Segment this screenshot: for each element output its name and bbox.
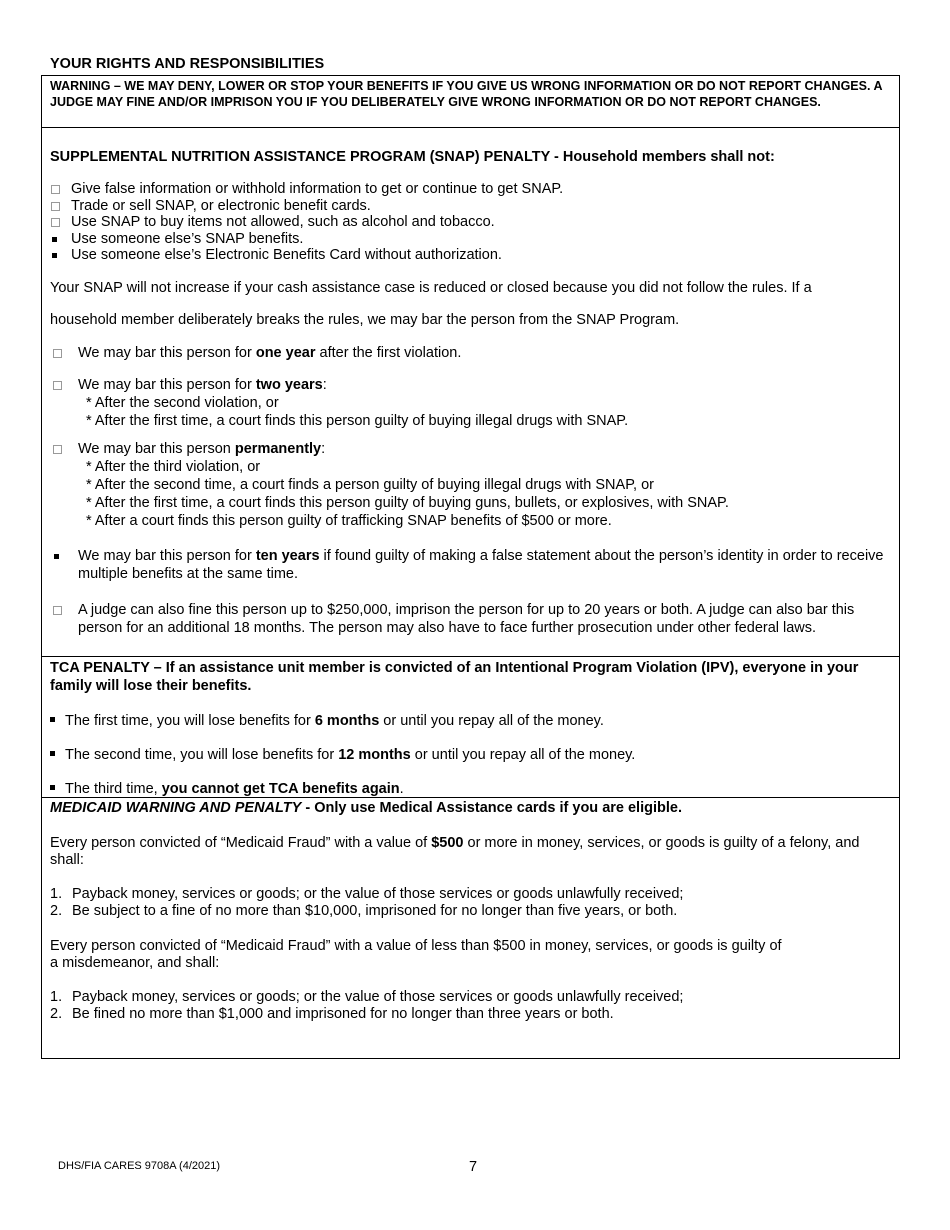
snap-heading: SUPPLEMENTAL NUTRITION ASSISTANCE PROGRAM (SNAP) PENALTY - Household members shall not: (50, 149, 775, 165)
snap-paragraph-line-1: Your SNAP will not increase if your cash assistance case is reduced or closed because you did not follow the rules. If a (50, 280, 812, 296)
snap-rules-list (50, 181, 890, 264)
divider (42, 127, 899, 128)
tca-first-item: The first time, you will lose benefits for 6 months or until you repay all of the money. (50, 713, 604, 729)
sub-item: * After the first time, a court finds this person guilty of buying guns, bullets, or explosives, with SNAP. (86, 495, 729, 511)
list-item: Use someone else’s Electronic Benefits Card without authorization. (50, 247, 890, 264)
bar-ten-years-item: We may bar this person for ten years if found guilty of making a false statement about the person’s identity in order to receive multiple benefits at the same time. (50, 547, 890, 583)
page-title: YOUR RIGHTS AND RESPONSIBILITIES (50, 56, 325, 72)
form-id: DHS/FIA CARES 9708A (4/2021) (58, 1160, 221, 1172)
bar-two-years-item: We may bar this person for two years: * After the second violation, or * After the first time, a court finds this person guilty of buying illegal drugs with SNAP. (50, 376, 890, 430)
list-item: 1. Payback money, services or goods; or the value of those services or goods unlawfully received; (50, 989, 684, 1005)
judge-penalty-item: A judge can also fine this person up to $250,000, imprison the person for up to 20 years or both. A judge can also bar this person for an additional 18 months. The person may also have to face further prosecution under other federal laws. (50, 601, 890, 637)
empty-checkbox-icon (53, 606, 62, 615)
list-item: Use someone else’s SNAP benefits. (50, 231, 890, 248)
empty-checkbox-icon (53, 381, 62, 390)
empty-checkbox-icon (51, 218, 60, 227)
page-number: 7 (469, 1159, 478, 1175)
tca-heading: TCA PENALTY – If an assistance unit member is convicted of an Intentional Program Violation (IPV), everyone in your family will lose their benefits. (50, 660, 859, 694)
empty-checkbox-icon (51, 185, 60, 194)
bar-permanent-item: We may bar this person permanently: * After the third violation, or * After the second time, a court finds a person guilty of buying illegal drugs with SNAP, or * After the first time, a court finds this person guilty of buying guns, bullets, or explosives, with SNAP. * After a court finds this person guilty of trafficking SNAP benefits of $500 or more. (50, 440, 890, 530)
rights-frame (41, 75, 900, 1059)
list-item: Use SNAP to buy items not allowed, such as alcohol and tobacco. (50, 214, 890, 231)
misdemeanor-list (50, 989, 890, 1023)
medicaid-felony-text: Every person convicted of “Medicaid Fraud” with a value of $500 or more in money, services, or goods is guilty of a felony, and shall: (50, 835, 860, 868)
sub-item: * After the third violation, or (86, 459, 261, 475)
bar-one-year-item: We may bar this person for one year after the first violation. (50, 344, 890, 362)
list-item: 1. Payback money, services or goods; or the value of those services or goods unlawfully received; (50, 886, 684, 902)
square-bullet-icon (52, 253, 57, 258)
square-bullet-icon (50, 717, 55, 722)
warning-text: WARNING – WE MAY DENY, LOWER OR STOP YOUR BENEFITS IF YOU GIVE US WRONG INFORMATION OR DO NOT REPORT CHANGES. A JUDGE MAY FINE AND/OR IMPRISON YOU IF YOU DELIBERATELY GIVE WRONG INFORMATION OR DO NOT REPORT CHANGES. (50, 79, 883, 109)
felony-list (50, 886, 890, 920)
sub-item: * After the second time, a court finds a person guilty of buying illegal drugs with SNAP, or (86, 477, 654, 493)
tca-second-item: The second time, you will lose benefits for 12 months or until you repay all of the money. (50, 747, 635, 763)
square-bullet-icon (50, 751, 55, 756)
tca-third-item: The third time, you cannot get TCA benefits again. (50, 781, 404, 797)
divider (42, 797, 899, 798)
empty-checkbox-icon (51, 202, 60, 211)
empty-checkbox-icon (53, 349, 62, 358)
medicaid-misdemeanor-text: Every person convicted of “Medicaid Fraud” with a value of less than $500 in money, services, or goods is guilty of a misdemeanor, and shall: (50, 938, 782, 971)
square-bullet-icon (50, 785, 55, 790)
divider (42, 656, 899, 657)
square-bullet-icon (52, 237, 57, 242)
sub-item: * After the second violation, or (86, 395, 279, 411)
sub-item: * After a court finds this person guilty of trafficking SNAP benefits of $500 or more. (86, 513, 612, 529)
list-item: Give false information or withhold information to get or continue to get SNAP. (50, 181, 890, 198)
list-item: Trade or sell SNAP, or electronic benefit cards. (50, 198, 890, 215)
empty-checkbox-icon (53, 445, 62, 454)
square-bullet-icon (54, 554, 59, 559)
list-item: 2. Be subject to a fine of no more than $10,000, imprisoned for no longer than five years, or both. (50, 903, 678, 919)
snap-paragraph-line-2: household member deliberately breaks the rules, we may bar the person from the SNAP Program. (50, 312, 680, 328)
medicaid-heading: MEDICAID WARNING AND PENALTY - Only use Medical Assistance cards if you are eligible. (50, 800, 682, 816)
sub-item: * After the first time, a court finds this person guilty of buying illegal drugs with SNAP. (86, 413, 629, 429)
list-item: 2. Be fined no more than $1,000 and imprisoned for no longer than three years or both. (50, 1006, 614, 1022)
